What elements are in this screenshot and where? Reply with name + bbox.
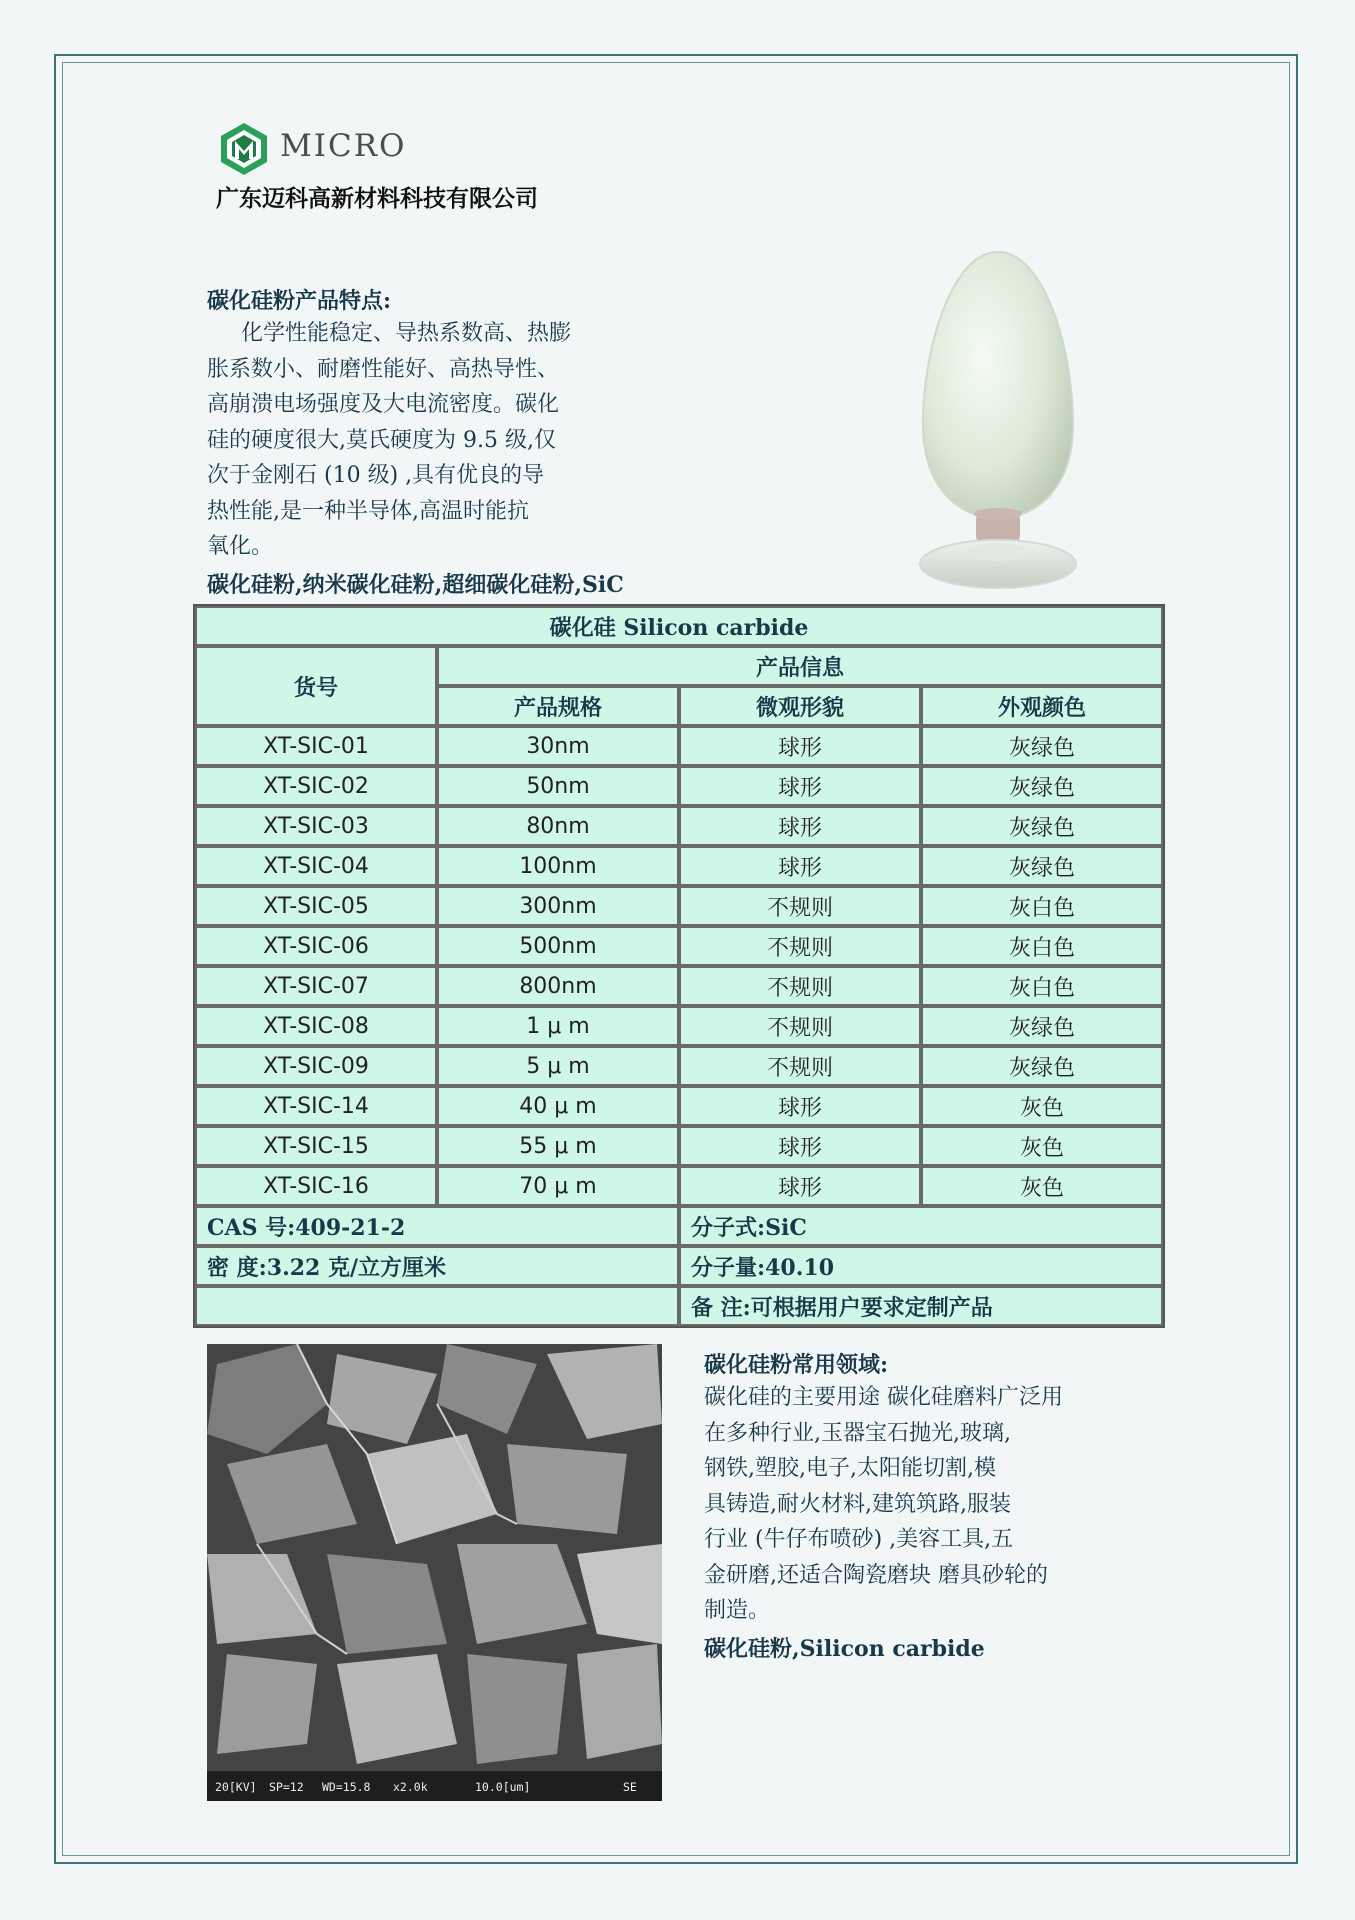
cell-morphology: 球形 [679,726,921,766]
cell-color: 灰绿色 [921,806,1163,846]
table-row [195,766,1163,806]
cell-morphology: 球形 [679,1086,921,1126]
cell-item-no: XT-SIC-16 [195,1166,437,1206]
cell-item-no: XT-SIC-03 [195,806,437,846]
sem-magnification: x2.0k [393,1780,428,1794]
features-line: 化学性能稳定、导热系数高、热膨 [241,321,572,346]
cell-color: 灰色 [921,1086,1163,1126]
table-row [195,886,1163,926]
features-line: 热性能,是一种半导体,高温时能抗 [207,498,529,524]
cell-color: 灰色 [921,1126,1163,1166]
cell-morphology: 不规则 [679,886,921,926]
sem-micrograph-image [207,1344,662,1801]
logo-brand-text: MICRO [280,128,407,164]
cell-morphology: 球形 [679,766,921,806]
cell-spec: 500nm [437,926,679,966]
features-title: 碳化硅粉产品特点: [207,288,392,314]
cell-morphology: 不规则 [679,1006,921,1046]
cell-spec: 80nm [437,806,679,846]
header-item-no: 货号 [195,646,437,726]
cell-spec: 40 μ m [437,1086,679,1126]
header-spec: 产品规格 [437,686,679,726]
cell-color: 灰白色 [921,886,1163,926]
applications-line: 制造。 [704,1598,771,1623]
cell-color: 灰白色 [921,966,1163,1006]
cell-spec: 55 μ m [437,1126,679,1166]
sem-scale: 10.0[um] [475,1780,531,1794]
cell-spec: 70 μ m [437,1166,679,1206]
cell-item-no: XT-SIC-14 [195,1086,437,1126]
powder-flask-image [905,246,1091,592]
cell-morphology: 不规则 [679,1046,921,1086]
features-line: 胀系数小、耐磨性能好、高热导性、 [207,356,560,382]
cell-morphology: 不规则 [679,926,921,966]
applications-line: 在多种行业,玉器宝石抛光,玻璃, [704,1420,1011,1446]
applications-line: 行业 (牛仔布喷砂) ,美容工具,五 [704,1527,1014,1552]
remark: 备 注:可根据用户要求定制产品 [679,1286,1163,1326]
sem-info-bar [207,1771,662,1801]
cell-spec: 5 μ m [437,1046,679,1086]
features-paragraph [207,316,571,565]
table-row [195,726,1163,766]
applications-line: 碳化硅的主要用途 碳化硅磨料广泛用 [704,1385,1063,1410]
cell-spec: 50nm [437,766,679,806]
cell-item-no: XT-SIC-08 [195,1006,437,1046]
cell-color: 灰白色 [921,926,1163,966]
cell-morphology: 球形 [679,1166,921,1206]
header-product-info: 产品信息 [437,646,1163,686]
company-logo [202,118,592,222]
cell-item-no: XT-SIC-01 [195,726,437,766]
sem-sp: SP=12 [269,1780,304,1794]
applications-keywords: 碳化硅粉,Silicon carbide [704,1636,985,1662]
table-title: 碳化硅 Silicon carbide [195,606,1163,646]
sem-kv: 20[KV] [215,1780,257,1794]
header-morphology: 微观形貌 [679,686,921,726]
cell-spec: 800nm [437,966,679,1006]
molecular-weight: 分子量:40.10 [679,1246,1163,1286]
cell-spec: 30nm [437,726,679,766]
table-row [195,846,1163,886]
cell-item-no: XT-SIC-04 [195,846,437,886]
company-name: 广东迈科高新材料科技有限公司 [216,186,538,212]
applications-title: 碳化硅粉常用领域: [704,1352,889,1378]
cell-morphology: 球形 [679,806,921,846]
applications-line: 钢铁,塑胶,电子,太阳能切割,模 [704,1456,996,1481]
empty-cell [195,1286,679,1326]
cell-color: 灰绿色 [921,1046,1163,1086]
cell-color: 灰绿色 [921,766,1163,806]
sem-particles [207,1344,662,1771]
features-keywords: 碳化硅粉,纳米碳化硅粉,超细碳化硅粉,SiC [207,572,624,598]
cell-item-no: XT-SIC-09 [195,1046,437,1086]
features-line: 高崩溃电场强度及大电流密度。碳化 [207,392,560,417]
cell-color: 灰绿色 [921,846,1163,886]
molecular-formula: 分子式:SiC [679,1206,1163,1246]
header-color: 外观颜色 [921,686,1163,726]
cell-color: 灰绿色 [921,1006,1163,1046]
table-row [195,1166,1163,1206]
sem-mode: SE [623,1780,637,1794]
hexagon-m-logo-icon [216,121,272,177]
cell-item-no: XT-SIC-07 [195,966,437,1006]
cell-morphology: 不规则 [679,966,921,1006]
cell-spec: 100nm [437,846,679,886]
cell-item-no: XT-SIC-05 [195,886,437,926]
cell-morphology: 球形 [679,846,921,886]
applications-line: 具铸造,耐火材料,建筑筑路,服装 [704,1491,1011,1517]
table-row [195,966,1163,1006]
table-row [195,1006,1163,1046]
cas-number: CAS 号:409-21-2 [195,1206,679,1246]
table-row [195,1046,1163,1086]
table-row [195,1086,1163,1126]
features-line: 次于金刚石 (10 级) ,具有优良的导 [207,463,545,488]
sem-wd: WD=15.8 [322,1780,371,1794]
cell-item-no: XT-SIC-02 [195,766,437,806]
features-line: 硅的硬度很大,莫氏硬度为 9.5 级,仅 [207,427,556,453]
table-row [195,1126,1163,1166]
cell-item-no: XT-SIC-06 [195,926,437,966]
applications-line: 金研磨,还适合陶瓷磨块 磨具砂轮的 [704,1562,1048,1588]
table-row [195,926,1163,966]
spec-table [193,604,1165,1328]
cell-spec: 300nm [437,886,679,926]
cell-color: 灰色 [921,1166,1163,1206]
cell-color: 灰绿色 [921,726,1163,766]
cell-spec: 1 μ m [437,1006,679,1046]
table-row [195,806,1163,846]
cell-morphology: 球形 [679,1126,921,1166]
cell-item-no: XT-SIC-15 [195,1126,437,1166]
features-line: 氧化。 [207,534,274,559]
applications-paragraph [704,1380,1063,1629]
density: 密 度:3.22 克/立方厘米 [195,1246,679,1286]
